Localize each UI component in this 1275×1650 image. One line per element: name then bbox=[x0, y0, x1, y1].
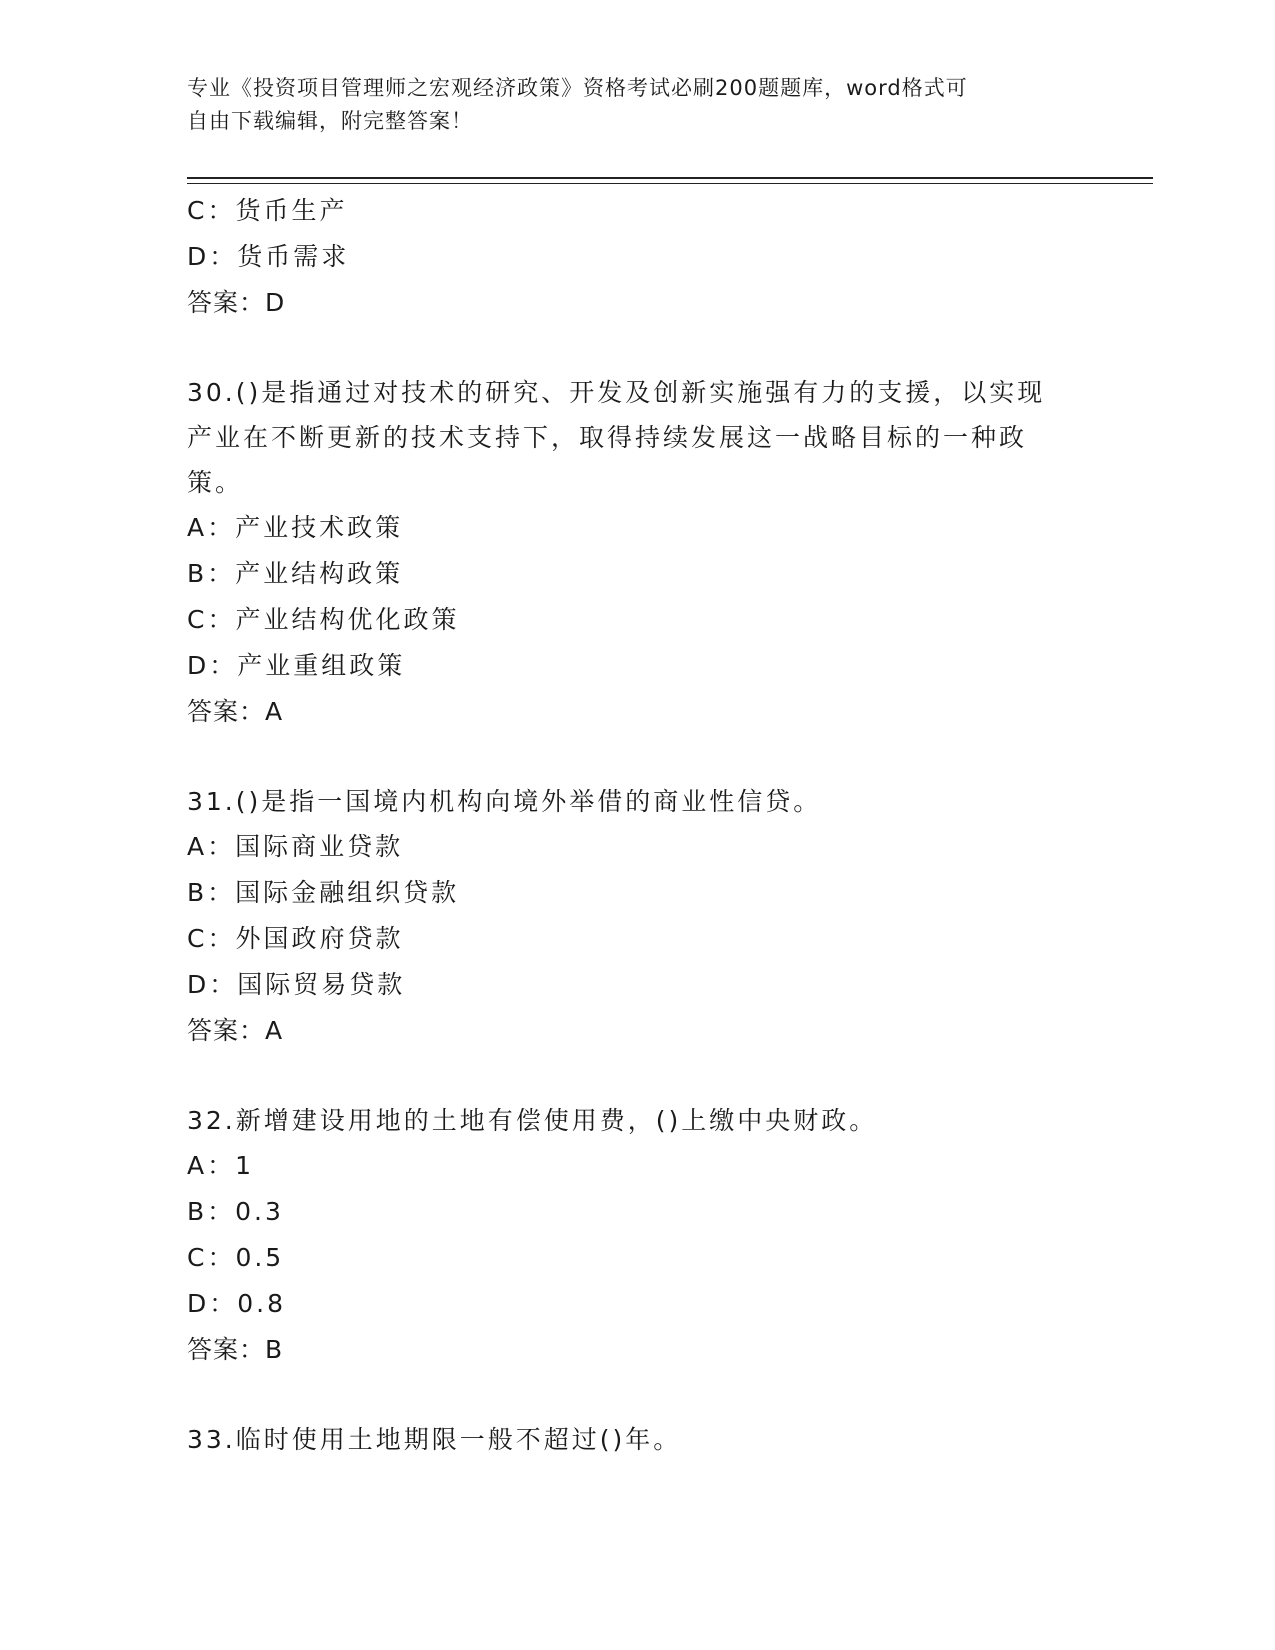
question-32 bbox=[187, 1098, 1087, 1373]
answer-line: 答案：D bbox=[187, 288, 286, 317]
option-d: D：货币需求 bbox=[187, 242, 350, 271]
question-31 bbox=[187, 779, 1087, 1054]
option-a: A：国际商业贷款 bbox=[187, 832, 404, 861]
answer-line: 答案：A bbox=[187, 1016, 284, 1045]
header-title-line-1: 专业《投资项目管理师之宏观经济政策》资格考试必刷200题题库，word格式可 bbox=[187, 76, 968, 100]
question-33 bbox=[187, 1417, 1087, 1462]
question-stem-line: 33.临时使用土地期限一般不超过()年。 bbox=[187, 1425, 682, 1454]
question-stem-line: 产业在不断更新的技术支持下，取得持续发展这一战略目标的一种政 bbox=[187, 423, 1028, 452]
option-d: D：国际贸易贷款 bbox=[187, 970, 406, 999]
header-divider-thin bbox=[187, 183, 1153, 184]
option-b: B：国际金融组织贷款 bbox=[187, 878, 460, 907]
question-29-continuation bbox=[187, 188, 1087, 326]
option-c: C：0.5 bbox=[187, 1243, 285, 1272]
option-c: C：货币生产 bbox=[187, 196, 348, 225]
option-a: A：1 bbox=[187, 1151, 255, 1180]
option-b: B：0.3 bbox=[187, 1197, 284, 1226]
option-c: C：产业结构优化政策 bbox=[187, 605, 460, 634]
answer-line: 答案：A bbox=[187, 697, 284, 726]
spacer bbox=[187, 1054, 1087, 1098]
question-30 bbox=[187, 370, 1087, 735]
question-stem-line: 32.新增建设用地的土地有偿使用费，()上缴中央财政。 bbox=[187, 1106, 878, 1135]
question-list bbox=[187, 188, 1087, 1462]
spacer bbox=[187, 735, 1087, 779]
option-a: A：产业技术政策 bbox=[187, 513, 404, 542]
question-stem-line: 30.()是指通过对技术的研究、开发及创新实施强有力的支援，以实现 bbox=[187, 378, 1046, 407]
option-c: C：外国政府贷款 bbox=[187, 924, 404, 953]
answer-line: 答案：B bbox=[187, 1335, 284, 1364]
option-b: B：产业结构政策 bbox=[187, 559, 404, 588]
header-divider-thick bbox=[187, 177, 1153, 179]
option-d: D：0.8 bbox=[187, 1289, 287, 1318]
option-d: D：产业重组政策 bbox=[187, 651, 406, 680]
spacer bbox=[187, 1373, 1087, 1417]
question-stem-line: 31.()是指一国境内机构向境外举借的商业性信贷。 bbox=[187, 787, 822, 816]
page-header bbox=[187, 72, 1067, 138]
question-stem-line: 策。 bbox=[187, 468, 244, 497]
spacer bbox=[187, 326, 1087, 370]
header-title-line-2: 自由下载编辑，附完整答案！ bbox=[187, 109, 473, 133]
